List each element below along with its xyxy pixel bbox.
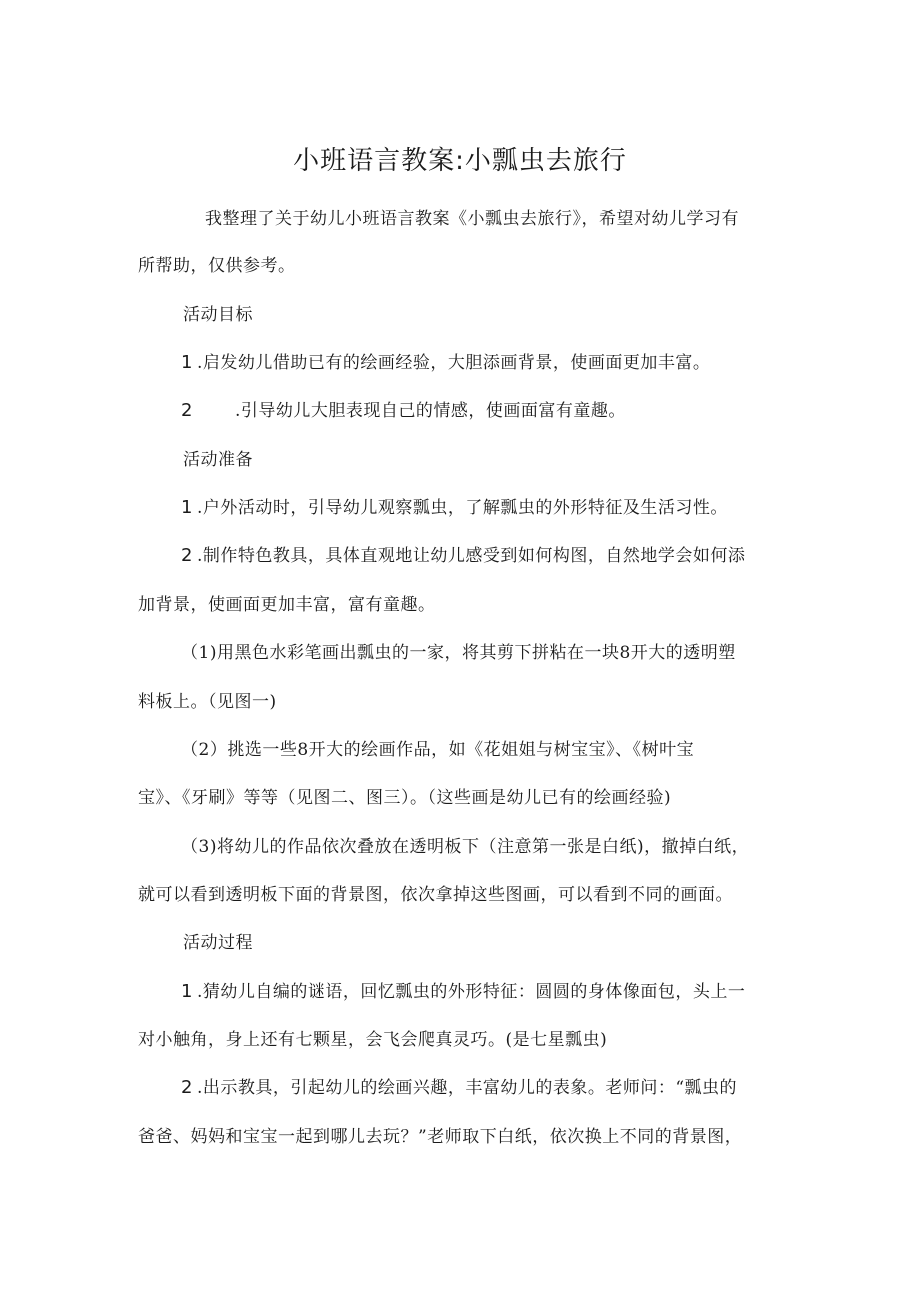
goals-heading: 活动目标	[183, 305, 253, 325]
process-item-1-text: .猜幼儿自编的谜语，回忆瓢虫的外形特征：圆圆的身体像面包，头上一	[196, 982, 746, 1002]
prep-sub-2-line-1: （2）挑选一些8开大的绘画作品，如《花姐姐与树宝宝》、《树叶宝	[181, 740, 695, 760]
process-item-1-line-2: 对小触角，身上还有七颗星，会飞会爬真灵巧。(是七星瓢虫)	[138, 1030, 608, 1050]
process-item-1-line-1	[181, 978, 745, 1006]
prep-item-2-line-2: 加背景，使画面更加丰富，富有童趣。	[138, 595, 436, 615]
prep-item-2-text: .制作特色教具，具体直观地让幼儿感受到如何构图，自然地学会如何添	[196, 546, 746, 566]
prep-sub-3-line-1: （3)将幼儿的作品依次叠放在透明板下（注意第一张是白纸)，撤掉白纸，	[181, 837, 750, 857]
prep-item-1	[181, 494, 728, 522]
prep-item-1-number: 1	[181, 497, 193, 518]
prep-sub-3-line-2: 就可以看到透明板下面的背景图，依次拿掉这些图画，可以看到不同的画面。	[138, 885, 733, 905]
process-item-1-number: 1	[181, 981, 193, 1002]
goal-item-1-number: 1	[181, 352, 193, 373]
document-title: 小班语言教案:小瓢虫去旅行	[293, 146, 627, 176]
prep-item-2-line-1	[181, 542, 745, 570]
prep-sub-2-line-2: 宝》、《牙刷》等等（见图二、图三）。（这些画是幼儿已有的绘画经验)	[138, 788, 672, 808]
prep-heading: 活动准备	[183, 450, 253, 470]
goal-item-2-text: .引导幼儿大胆表现自己的情感，使画面富有童趣。	[234, 401, 626, 421]
goal-item-2-number: 2	[181, 400, 193, 421]
process-item-2-text: .出示教具，引起幼儿的绘画兴趣，丰富幼儿的表象。老师问：“瓢虫的	[196, 1078, 738, 1098]
goal-item-2	[181, 397, 626, 425]
process-item-2-line-2: 爸爸、妈妈和宝宝一起到哪儿去玩？”老师取下白纸，依次换上不同的背景图，	[138, 1127, 743, 1147]
goal-item-1-text: .启发幼儿借助已有的绘画经验，大胆添画背景，使画面更加丰富。	[196, 353, 711, 373]
prep-sub-1-line-2: 料板上。（见图一)	[138, 692, 277, 712]
process-item-2-line-1	[181, 1074, 737, 1102]
goal-item-1	[181, 349, 710, 377]
prep-sub-1-line-1: （1)用黑色水彩笔画出瓢虫的一家，将其剪下拼粘在一块8开大的透明塑	[181, 643, 736, 663]
intro-line-1: 我整理了关于幼儿小班语言教案《小瓢虫去旅行》，希望对幼儿学习有	[205, 209, 739, 229]
intro-line-2: 所帮助，仅供参考。	[138, 256, 296, 276]
prep-item-1-text: .户外活动时，引导幼儿观察瓢虫，了解瓢虫的外形特征及生活习性。	[196, 498, 728, 518]
process-heading: 活动过程	[183, 933, 253, 953]
process-item-2-number: 2	[181, 1077, 193, 1098]
prep-item-2-number: 2	[181, 545, 193, 566]
